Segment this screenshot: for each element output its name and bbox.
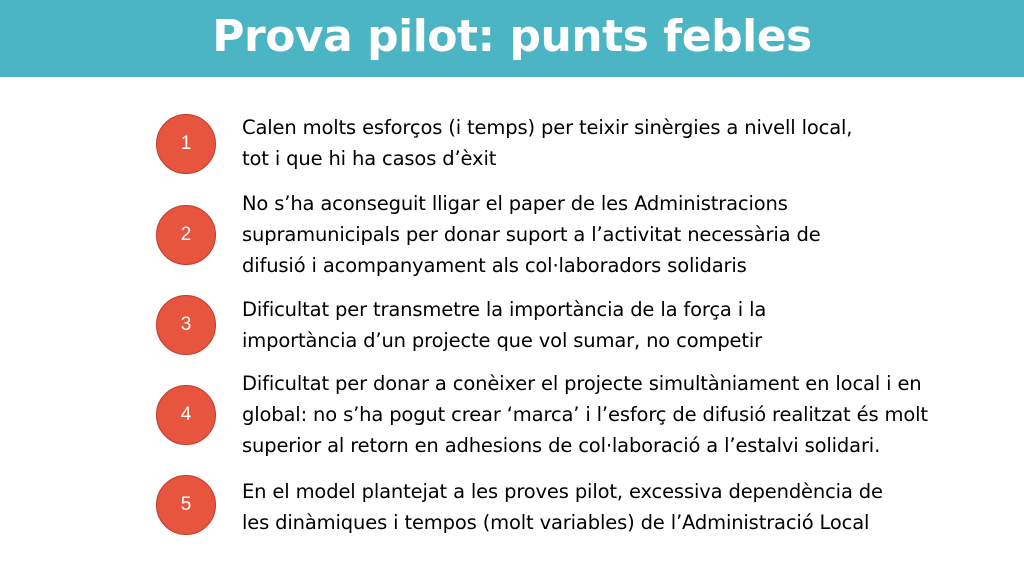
number-badge: 3: [156, 295, 216, 355]
title-bar: [0, 0, 1024, 77]
number-badge: 4: [156, 385, 216, 445]
item-text: En el model plantejat a les proves pilot, excessiva dependència de les dinàmiques i tempos (molt variables) de l’Administració Local: [242, 480, 883, 534]
item-text: Dificultat per donar a conèixer el projecte simultàniament en local i en global: no s’ha pogut crear ‘marca’ i l’esforç de difusió realitzat és molt superior al retorn en adhesions de col·laboració a l’estalvi solidari.: [242, 372, 928, 457]
number-badge: 5: [156, 475, 216, 535]
item-text: No s’ha aconseguit lligar el paper de les Administracions supramunicipals per donar suport a l’activitat necessària de difusió i acompanyament als col·laboradors solidaris: [242, 192, 821, 277]
number-badge: 1: [156, 114, 216, 174]
item-text: Dificultat per transmetre la importància de la força i la importància d’un projecte que vol sumar, no competir: [242, 298, 767, 352]
item-text: Calen molts esforços (i temps) per teixir sinèrgies a nivell local, tot i que hi ha casos d’èxit: [242, 116, 853, 170]
number-badge: 2: [156, 205, 216, 265]
slide-title: Prova pilot: punts febles: [212, 10, 812, 62]
